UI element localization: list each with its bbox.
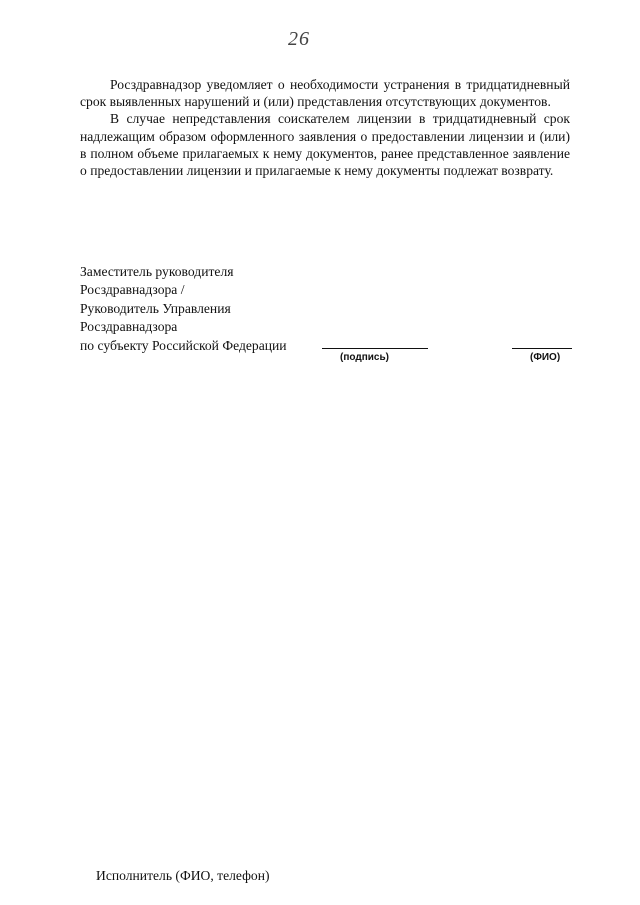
- signatory-line: Заместитель руководителя: [80, 264, 234, 279]
- signature-line: [322, 348, 428, 349]
- signatory-line: по субъекту Российской Федерации: [80, 337, 287, 353]
- signature-caption: (подпись): [340, 352, 389, 363]
- name-line: [512, 348, 572, 349]
- document-body: [80, 76, 570, 179]
- name-caption: (ФИО): [530, 352, 561, 363]
- signatory-line: Росздравнадзора: [80, 319, 178, 335]
- paragraph-notification: Росздравнадзор уведомляет о необходимости устранения в тридцатидневный срок выявленных нарушений и (или) представления отсутствующих документов.: [80, 77, 570, 110]
- page-number: 26: [288, 28, 310, 50]
- signatory-line: Росздравнадзора /: [80, 282, 185, 298]
- paragraph-return-condition: В случае непредставления соискателем лицензии в тридцатидневный срок надлежащим образом оформленного заявления о предоставлении лицензии и (или) в полном объеме прилагаемых к нему документов, ранее представленное заявление о предоставлении лицензии и прилагаемые к нему документы подлежат возврату.: [80, 111, 570, 179]
- signatory-line: Руководитель Управления: [80, 300, 231, 316]
- executor-field: Исполнитель (ФИО, телефон): [96, 868, 270, 883]
- signatory-block: [80, 263, 287, 355]
